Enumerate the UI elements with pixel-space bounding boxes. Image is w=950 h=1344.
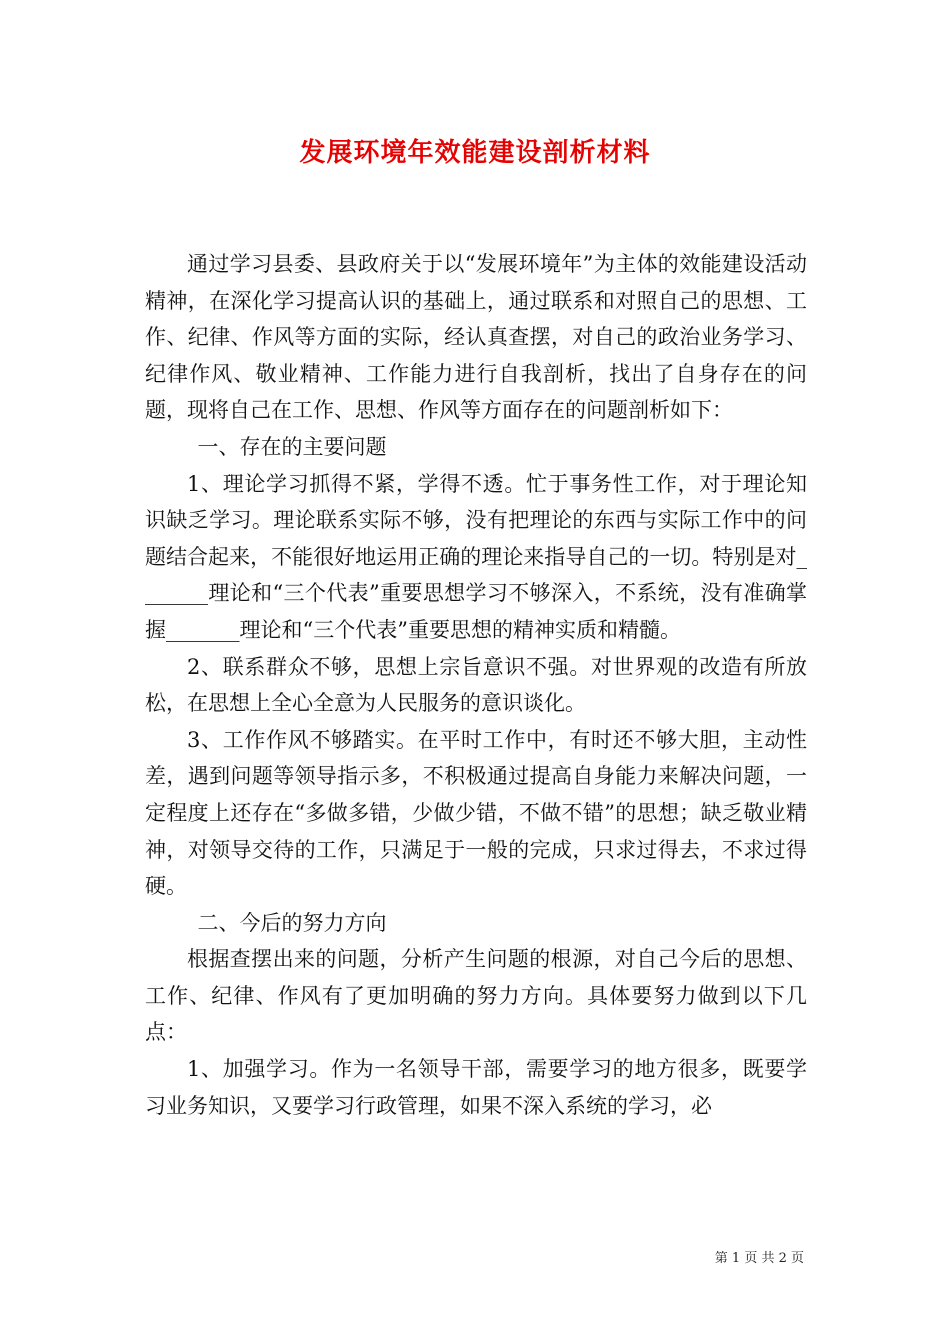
section-heading-direction: 二、今后的努力方向: [197, 910, 387, 935]
section-heading-problems: 一、存在的主要问题: [197, 434, 387, 459]
document-body: [145, 246, 807, 1124]
problem-item-3: 3、工作作风不够踏实。在平时工作中，有时还不够大胆，主动性差，遇到问题等领导指示多，不积极通过提高自身能力来解决问题，一定程度上还存在“多做多错，少做少错，不做不错”的思想；缺乏敬业精神，对领导交待的工作，只满足于一般的完成，只求过得去，不求过得硬。: [145, 727, 807, 899]
direction-item-1: 1、加强学习。作为一名领导干部，需要学习的地方很多，既要学习业务知识，又要学习行政管理，如果不深入系统的学习，必: [145, 1057, 807, 1118]
problem-item-1: 1、理论学习抓得不紧，学得不透。忙于事务性工作，对于理论知识缺乏学习。理论联系实际不够，没有把理论的东西与实际工作中的问题结合起来，不能很好地运用正确的理论来指导自己的一切。特别是对_______理论和“三个代表”重要思想学习不够深入，不系统，没有准确掌握_______理论和“三个代表”重要思想的精神实质和精髓。: [145, 471, 807, 642]
document-title: 发展环境年效能建设剖析材料: [299, 138, 651, 168]
page-number: 第 1 页 共 2 页: [714, 1251, 804, 1266]
problem-item-2: 2、联系群众不够，思想上宗旨意识不强。对世界观的改造有所放松，在思想上全心全意为人民服务的意识谈化。: [145, 654, 807, 716]
direction-intro-paragraph: 根据查摆出来的问题，分析产生问题的根源，对自己今后的思想、工作、纪律、作风有了更加明确的努力方向。具体要努力做到以下几点：: [145, 947, 807, 1045]
intro-paragraph: 通过学习县委、县政府关于以“发展环境年”为主体的效能建设活动精神，在深化学习提高认识的基础上，通过联系和对照自己的思想、工作、纪律、作风等方面的实际，经认真查摆，对自己的政治业务学习、纪律作风、敬业精神、工作能力进行自我剖析，找出了自身存在的问题，现将自己在工作、思想、作风等方面存在的问题剖析如下：: [145, 252, 807, 423]
